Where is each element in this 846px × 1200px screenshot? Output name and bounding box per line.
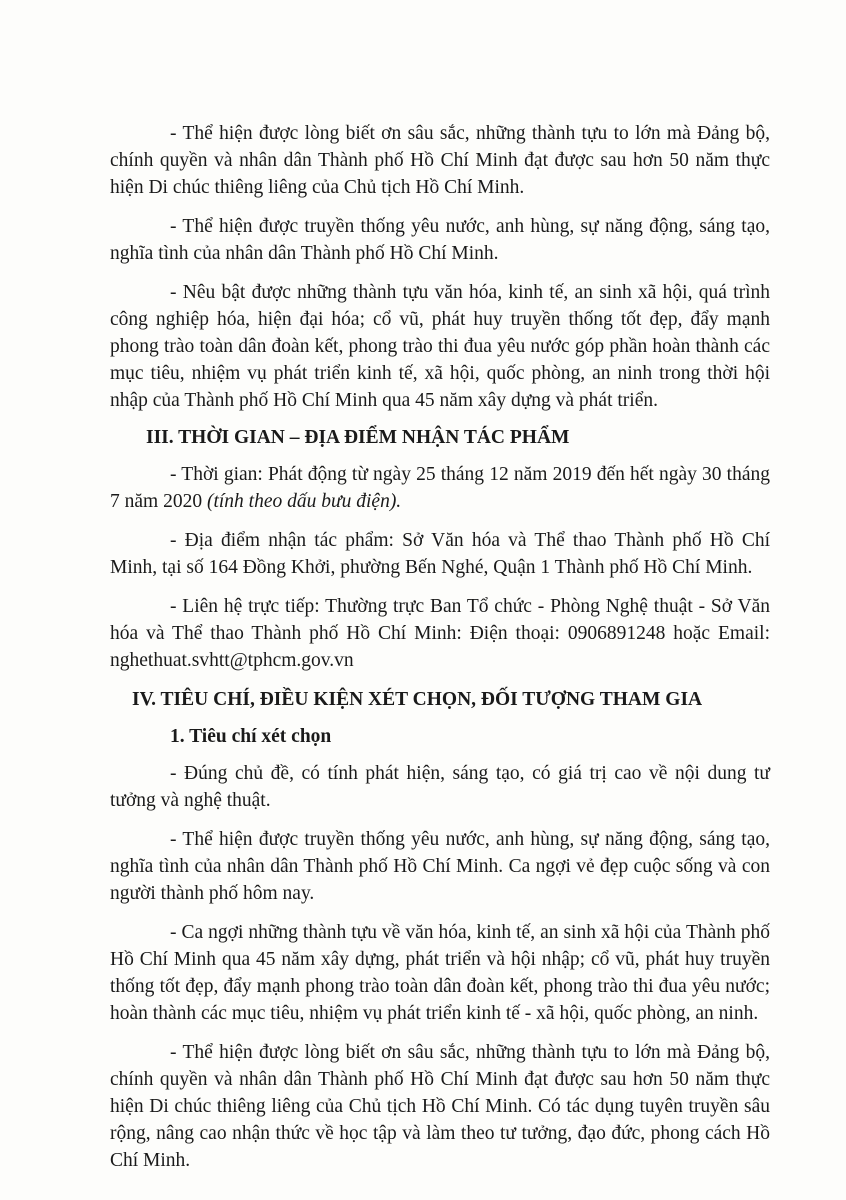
contact-paragraph: - Liên hệ trực tiếp: Thường trực Ban Tổ chức - Phòng Nghệ thuật - Sở Văn hóa và Thể thao Thành phố Hồ Chí Minh: Điện thoại: 0906891248 hoặc Email: nghethuat.svhtt@tphcm.gov.vn <box>110 596 770 671</box>
criteria-paragraph-4: - Thể hiện được lòng biết ơn sâu sắc, những thành tựu to lớn mà Đảng bộ, chính quyền và nhân dân Thành phố Hồ Chí Minh đạt được sau hơn 50 năm thực hiện Di chúc thiêng liêng của Chủ tịch Hồ Chí Minh. Có tác dụng tuyên truyền sâu rộng, nâng cao nhận thức về học tập và làm theo tư tưởng, đạo đức, phong cách Hồ Chí Minh. <box>110 1042 770 1171</box>
criteria-subheading: 1. Tiêu chí xét chọn <box>170 726 332 747</box>
intro-paragraph-1: - Thể hiện được lòng biết ơn sâu sắc, những thành tựu to lớn mà Đảng bộ, chính quyền và nhân dân Thành phố Hồ Chí Minh đạt được sau hơn 50 năm thực hiện Di chúc thiêng liêng của Chủ tịch Hồ Chí Minh. <box>110 123 770 198</box>
time-paragraph <box>110 461 770 515</box>
criteria-paragraph-1: - Đúng chủ đề, có tính phát hiện, sáng tạo, có giá trị cao về nội dung tư tưởng và nghệ thuật. <box>110 763 770 811</box>
section-iii-heading: III. THỜI GIAN – ĐỊA ĐIỂM NHẬN TÁC PHẨM <box>146 427 570 448</box>
location-paragraph: - Địa điểm nhận tác phẩm: Sở Văn hóa và Thể thao Thành phố Hồ Chí Minh, tại số 164 Đồng Khởi, phường Bến Nghé, Quận 1 Thành phố Hồ Chí Minh. <box>110 530 770 578</box>
criteria-paragraph-3: - Ca ngợi những thành tựu về văn hóa, kinh tế, an sinh xã hội của Thành phố Hồ Chí Minh qua 45 năm xây dựng, phát triển và hội nhập; cổ vũ, phát huy truyền thống tốt đẹp, đẩy mạnh phong trào toàn dân đoàn kết, phong trào thi đua yêu nước; hoàn thành các mục tiêu, nhiệm vụ phát triển kinh tế - xã hội, quốc phòng, an ninh. <box>110 922 770 1024</box>
section-iv-heading: IV. TIÊU CHÍ, ĐIỀU KIỆN XÉT CHỌN, ĐỐI TƯỢNG THAM GIA <box>132 689 703 710</box>
document-body <box>110 120 770 1186</box>
criteria-paragraph-2: - Thể hiện được truyền thống yêu nước, anh hùng, sự năng động, sáng tạo, nghĩa tình của nhân dân Thành phố Hồ Chí Minh. Ca ngợi vẻ đẹp cuộc sống và con người thành phố hôm nay. <box>110 829 770 904</box>
time-note: (tính theo dấu bưu điện). <box>206 491 402 512</box>
intro-paragraph-2: - Thể hiện được truyền thống yêu nước, anh hùng, sự năng động, sáng tạo, nghĩa tình của nhân dân Thành phố Hồ Chí Minh. <box>110 216 770 264</box>
intro-paragraph-3: - Nêu bật được những thành tựu văn hóa, kinh tế, an sinh xã hội, quá trình công nghiệp hóa, hiện đại hóa; cổ vũ, phát huy truyền thống tốt đẹp, đẩy mạnh phong trào toàn dân đoàn kết, phong trào thi đua yêu nước góp phần hoàn thành các mục tiêu, nhiệm vụ phát triển kinh tế, xã hội, quốc phòng, an ninh trong thời hội nhập của Thành phố Hồ Chí Minh qua 45 năm xây dựng và phát triển. <box>110 282 770 411</box>
time-text: - Thời gian: Phát động từ ngày 25 tháng 12 năm 2019 đến hết ngày 30 tháng 7 năm 2020 <box>110 464 770 512</box>
